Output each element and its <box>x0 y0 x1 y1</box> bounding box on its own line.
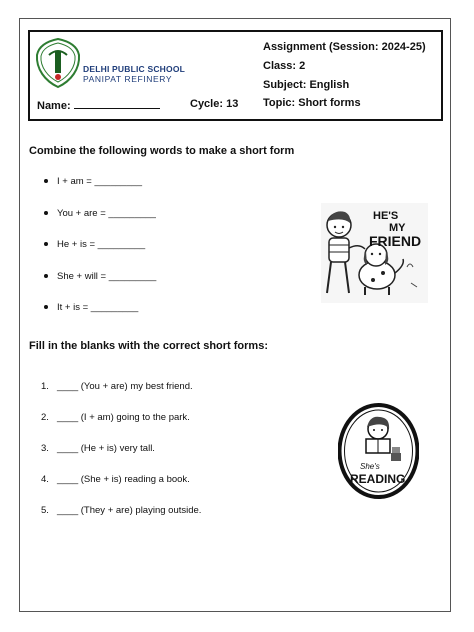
item-text: ____ (You + are) my best friend. <box>57 381 193 392</box>
list-item <box>41 443 155 454</box>
list-item <box>44 176 142 187</box>
item-number: 1. <box>41 381 49 392</box>
assignment-label: Assignment (Session: 2024-25) <box>263 41 426 53</box>
list-item <box>44 239 145 250</box>
cycle-label: Cycle: 13 <box>190 98 239 110</box>
bullet-icon <box>44 211 48 215</box>
topic-label: Topic: Short forms <box>263 97 361 109</box>
item-number: 5. <box>41 505 49 516</box>
item-number: 2. <box>41 412 49 423</box>
name-blank[interactable] <box>74 98 160 109</box>
boy-and-dog-illustration <box>321 203 428 303</box>
bullet-icon <box>44 242 48 246</box>
illus1-text-1: HE'S <box>373 210 399 222</box>
bullet-icon <box>44 179 48 183</box>
section1-title: Combine the following words to make a short form <box>29 145 295 157</box>
list-item <box>44 302 138 313</box>
illus2-text-1: She's <box>360 462 380 471</box>
school-logo <box>35 37 81 89</box>
name-label: Name: <box>37 100 71 112</box>
bullet-icon <box>44 305 48 309</box>
item-number: 4. <box>41 474 49 485</box>
school-name-line1: DELHI PUBLIC SCHOOL <box>83 64 186 74</box>
illus2-text-2: READING <box>350 472 406 486</box>
school-name <box>83 64 185 84</box>
class-label: Class: 2 <box>263 60 306 72</box>
item-text: ____ (They + are) playing outside. <box>57 505 202 516</box>
item-text: It + is = _________ <box>57 302 139 313</box>
illus1-text-2: MY <box>389 222 406 234</box>
item-text: I + am = _________ <box>57 176 143 187</box>
list-item <box>44 271 156 282</box>
subject-label: Subject: English <box>263 79 350 91</box>
item-text: ____ (She + is) reading a book. <box>57 474 190 485</box>
item-text: She + will = _________ <box>57 271 157 282</box>
bullet-icon <box>44 274 48 278</box>
girl-reading-illustration <box>338 403 419 499</box>
item-text: ____ (He + is) very tall. <box>57 443 155 454</box>
item-number: 3. <box>41 443 49 454</box>
list-item <box>44 208 156 219</box>
item-text: You + are = _________ <box>57 208 156 219</box>
item-text: He + is = _________ <box>57 239 146 250</box>
name-field <box>37 98 160 112</box>
school-name-line2: PANIPAT REFINERY <box>83 74 173 84</box>
section2-title: Fill in the blanks with the correct short forms: <box>29 340 268 352</box>
illus1-text-3: FRIEND <box>369 233 422 249</box>
list-item <box>41 381 193 392</box>
list-item <box>41 505 201 516</box>
list-item <box>41 474 190 485</box>
item-text: ____ (I + am) going to the park. <box>57 412 190 423</box>
list-item <box>41 412 190 423</box>
